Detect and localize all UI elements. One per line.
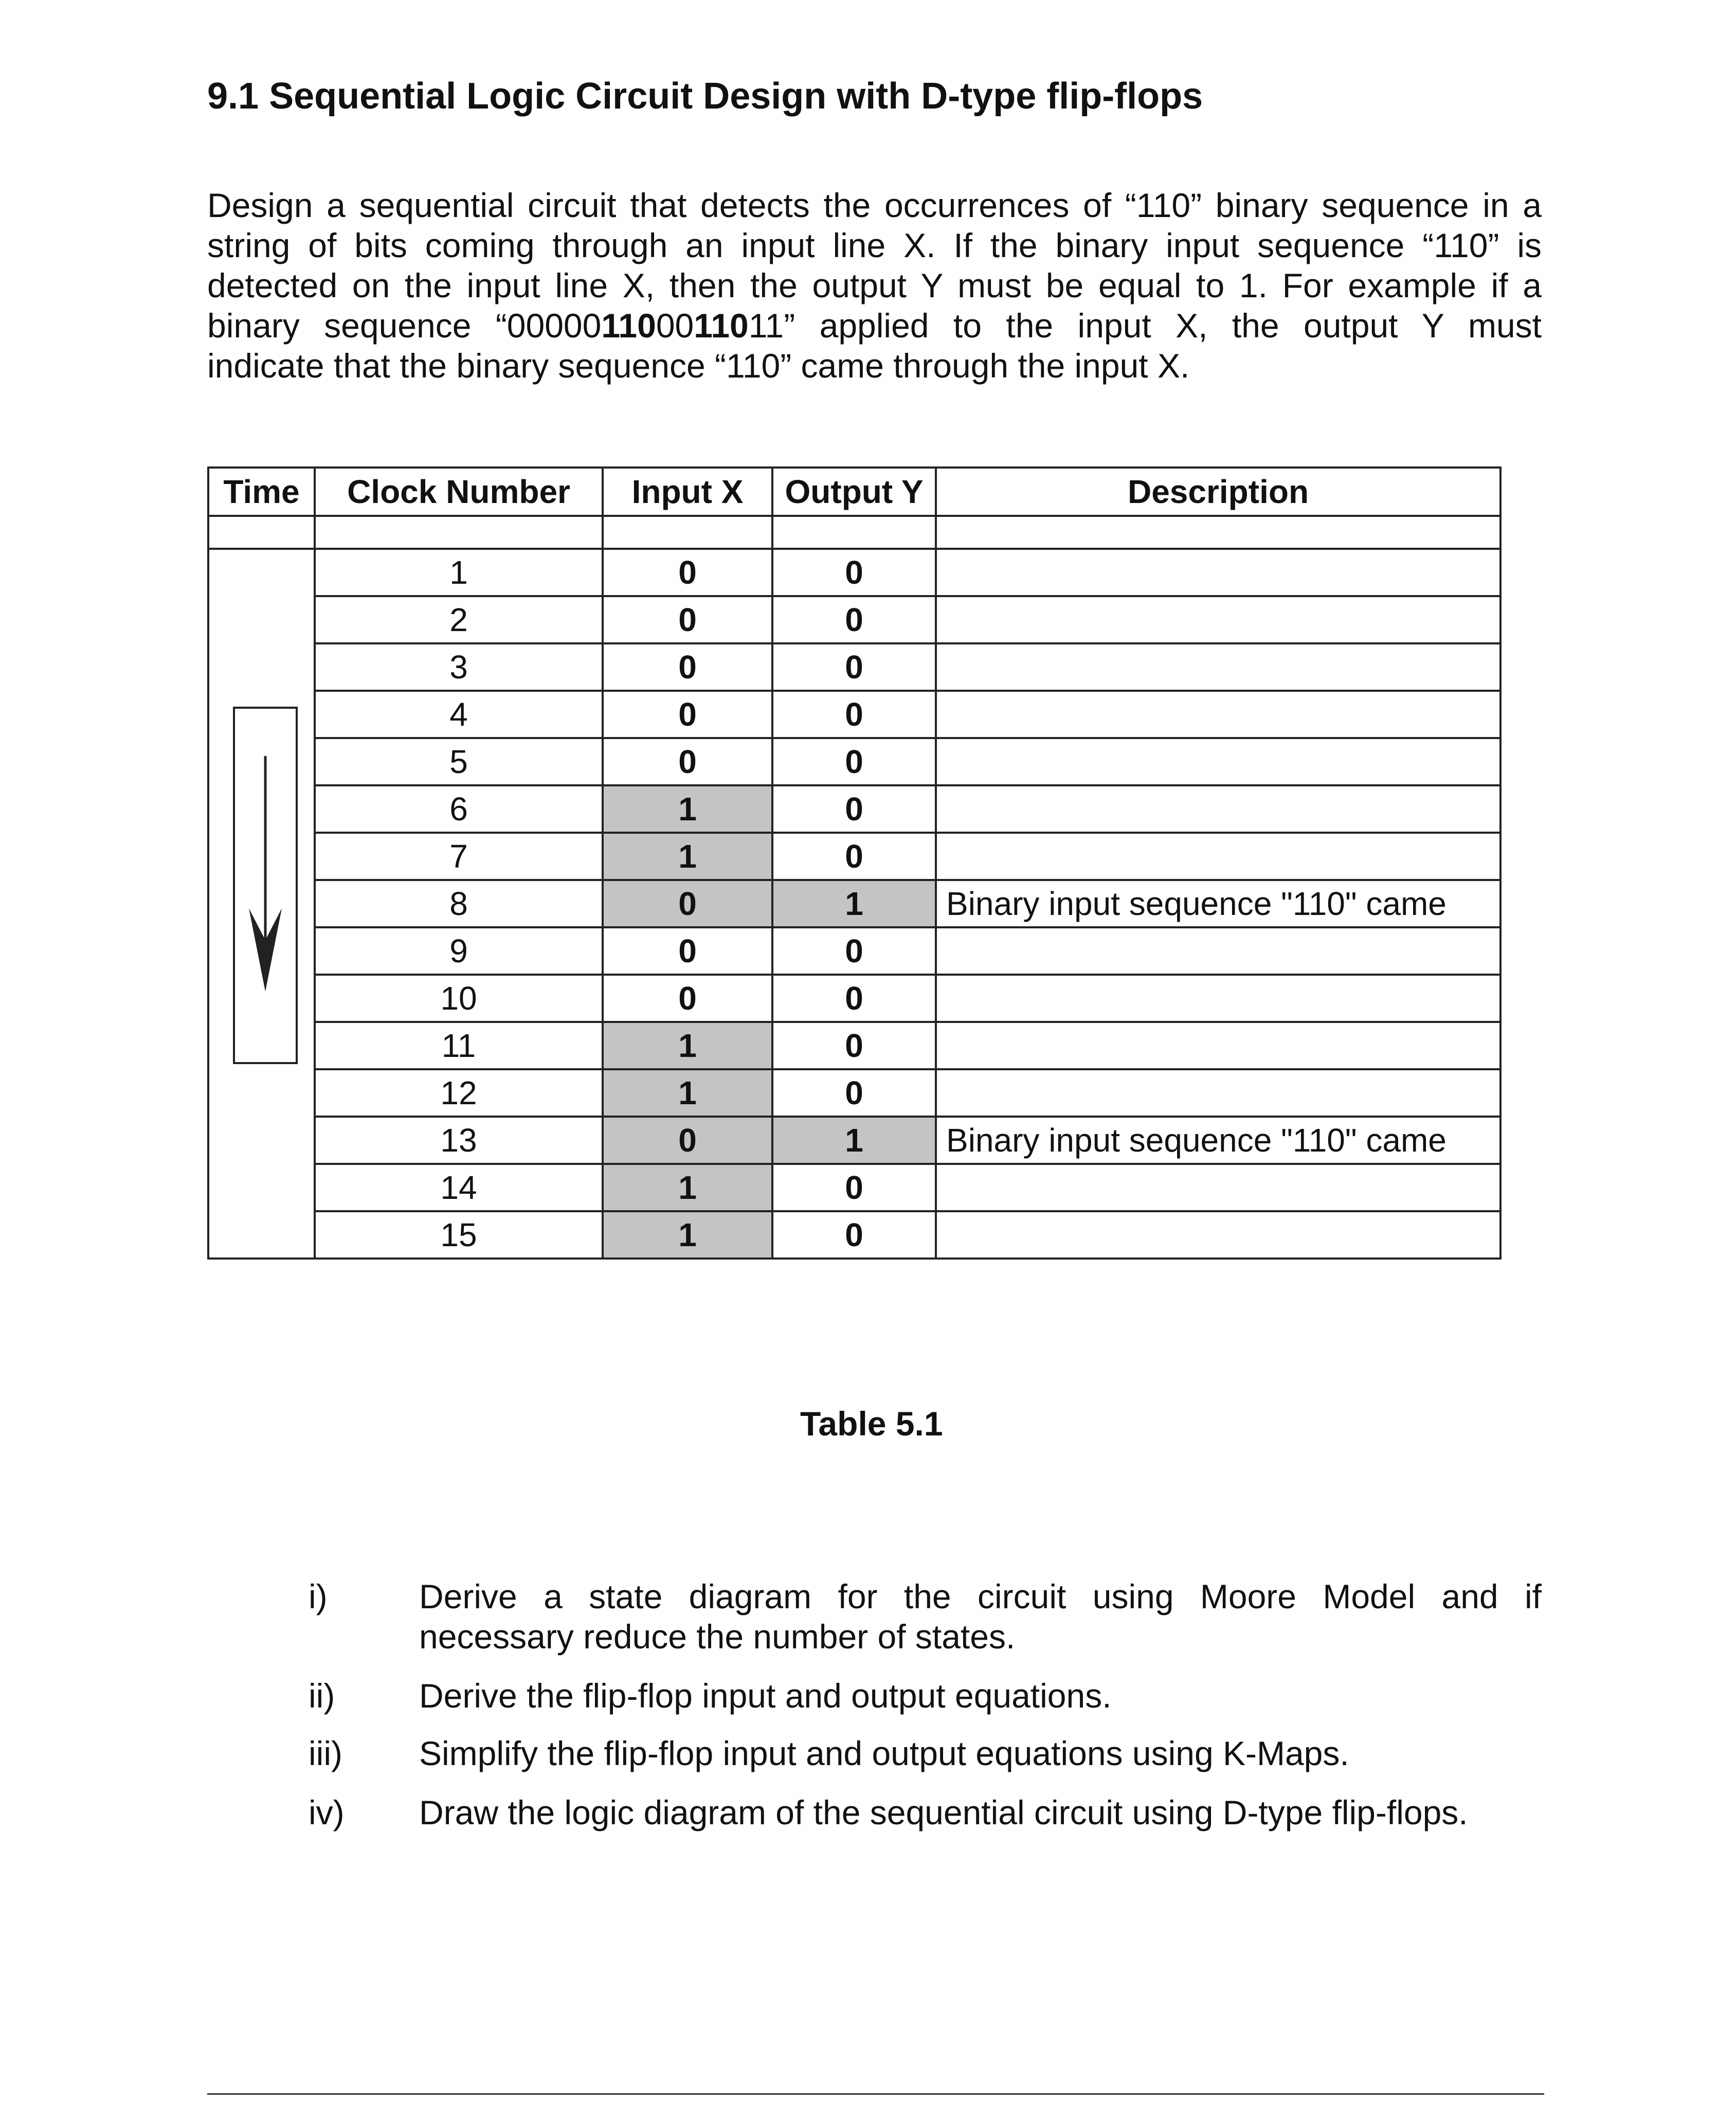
example-text: binary sequence “00000 (207, 307, 602, 345)
table-row (208, 738, 1500, 785)
task-line: necessary reduce the number of states. (419, 1618, 1016, 1656)
example-text: 11” applied to the input X, the output Y must (748, 307, 1542, 345)
description-cell (936, 927, 1500, 975)
statement-line-example (207, 306, 1542, 346)
table-header-row (208, 468, 1500, 516)
input-x-cell: 0 (603, 927, 772, 975)
clock-number-cell: 1 (315, 549, 603, 596)
spacer-cell (936, 516, 1500, 549)
output-y-cell: 0 (772, 1069, 936, 1117)
task-text (419, 1676, 1542, 1716)
clock-number-cell: 12 (315, 1069, 603, 1117)
statement-line: indicate that the binary sequence “110” came through the input X. (207, 347, 1190, 385)
description-cell (936, 833, 1500, 880)
table-row (208, 549, 1500, 596)
table-row (208, 643, 1500, 691)
description-cell (936, 1022, 1500, 1069)
output-y-cell: 1 (772, 880, 936, 927)
time-arrow-cell (208, 549, 315, 1259)
header-output-y: Output Y (772, 468, 936, 516)
description-cell (936, 549, 1500, 596)
task-text (419, 1792, 1542, 1832)
input-x-cell: 1 (603, 1069, 772, 1117)
task-text (419, 1733, 1542, 1773)
header-description: Description (936, 468, 1500, 516)
footer-rule (207, 2093, 1544, 2095)
table-row (208, 833, 1500, 880)
task-line: Derive a state diagram for the circuit using Moore Model and if (419, 1577, 1542, 1615)
spacer-cell (772, 516, 936, 549)
statement-line: string of bits coming through an input line X. If the binary input sequence “110” is (207, 226, 1542, 264)
sequence-table (207, 466, 1502, 1260)
table-row (208, 1022, 1500, 1069)
output-y-cell: 0 (772, 549, 936, 596)
description-cell: Binary input sequence "110" came (936, 880, 1500, 927)
description-cell (936, 596, 1500, 643)
output-y-cell: 0 (772, 833, 936, 880)
problem-statement (207, 185, 1542, 386)
input-x-cell: 0 (603, 596, 772, 643)
description-cell: Binary input sequence "110" came (936, 1117, 1500, 1164)
header-time: Time (208, 468, 315, 516)
example-text: 00 (656, 307, 694, 345)
input-x-cell: 0 (603, 738, 772, 785)
task-text (419, 1576, 1542, 1657)
table-row (208, 1211, 1500, 1259)
task-number: iii) (309, 1734, 342, 1772)
clock-number-cell: 6 (315, 785, 603, 833)
clock-number-cell: 10 (315, 975, 603, 1022)
clock-number-cell: 14 (315, 1164, 603, 1211)
description-cell (936, 1069, 1500, 1117)
output-y-cell: 1 (772, 1117, 936, 1164)
clock-number-cell: 13 (315, 1117, 603, 1164)
clock-number-cell: 11 (315, 1022, 603, 1069)
task-line: Draw the logic diagram of the sequential circuit using D-type flip-flops. (419, 1793, 1468, 1831)
time-arrow-box (233, 707, 298, 1064)
input-x-cell: 0 (603, 691, 772, 738)
output-y-cell: 0 (772, 927, 936, 975)
task-number: i) (309, 1577, 328, 1615)
clock-number-cell: 4 (315, 691, 603, 738)
header-input-x: Input X (603, 468, 772, 516)
statement-line: Design a sequential circuit that detects the occurrences of “110” binary sequence in a (207, 186, 1542, 224)
spacer-cell (208, 516, 315, 549)
description-cell (936, 691, 1500, 738)
table-row (208, 927, 1500, 975)
table-row (208, 1117, 1500, 1164)
input-x-cell: 1 (603, 1164, 772, 1211)
input-x-cell: 0 (603, 1117, 772, 1164)
down-arrow-icon (235, 709, 296, 1062)
output-y-cell: 0 (772, 596, 936, 643)
task-line: Derive the flip-flop input and output equations. (419, 1677, 1112, 1715)
input-x-cell: 0 (603, 880, 772, 927)
clock-number-cell: 8 (315, 880, 603, 927)
input-x-cell: 0 (603, 549, 772, 596)
task-number: ii) (309, 1677, 335, 1715)
spacer-cell (603, 516, 772, 549)
clock-number-cell: 2 (315, 596, 603, 643)
output-y-cell: 0 (772, 738, 936, 785)
description-cell (936, 1164, 1500, 1211)
table-row (208, 1069, 1500, 1117)
output-y-cell: 0 (772, 1022, 936, 1069)
output-y-cell: 0 (772, 975, 936, 1022)
description-cell (936, 785, 1500, 833)
clock-number-cell: 7 (315, 833, 603, 880)
description-cell (936, 975, 1500, 1022)
table-row (208, 880, 1500, 927)
input-x-cell: 1 (603, 785, 772, 833)
input-x-cell: 1 (603, 1022, 772, 1069)
header-clock-number: Clock Number (315, 468, 603, 516)
page-title: 9.1 Sequential Logic Circuit Design with D-type flip-flops (207, 76, 1203, 117)
table-caption: Table 5.1 (800, 1405, 943, 1443)
table-row (208, 975, 1500, 1022)
spacer-row (208, 516, 1500, 549)
output-y-cell: 0 (772, 1211, 936, 1259)
input-x-cell: 1 (603, 833, 772, 880)
output-y-cell: 0 (772, 691, 936, 738)
output-y-cell: 0 (772, 643, 936, 691)
task-number: iv) (309, 1793, 345, 1831)
example-bold-sequence: 110 (694, 307, 749, 345)
example-bold-sequence: 110 (601, 307, 656, 345)
task-line: Simplify the flip-flop input and output equations using K-Maps. (419, 1734, 1349, 1772)
description-cell (936, 738, 1500, 785)
description-cell (936, 1211, 1500, 1259)
clock-number-cell: 3 (315, 643, 603, 691)
input-x-cell: 0 (603, 643, 772, 691)
input-x-cell: 0 (603, 975, 772, 1022)
output-y-cell: 0 (772, 1164, 936, 1211)
table-row (208, 785, 1500, 833)
clock-number-cell: 5 (315, 738, 603, 785)
input-x-cell: 1 (603, 1211, 772, 1259)
clock-number-cell: 9 (315, 927, 603, 975)
statement-line: detected on the input line X, then the output Y must be equal to 1. For example if a (207, 266, 1542, 304)
output-y-cell: 0 (772, 785, 936, 833)
description-cell (936, 643, 1500, 691)
table-row (208, 596, 1500, 643)
spacer-cell (315, 516, 603, 549)
clock-number-cell: 15 (315, 1211, 603, 1259)
table-row (208, 1164, 1500, 1211)
table-row (208, 691, 1500, 738)
